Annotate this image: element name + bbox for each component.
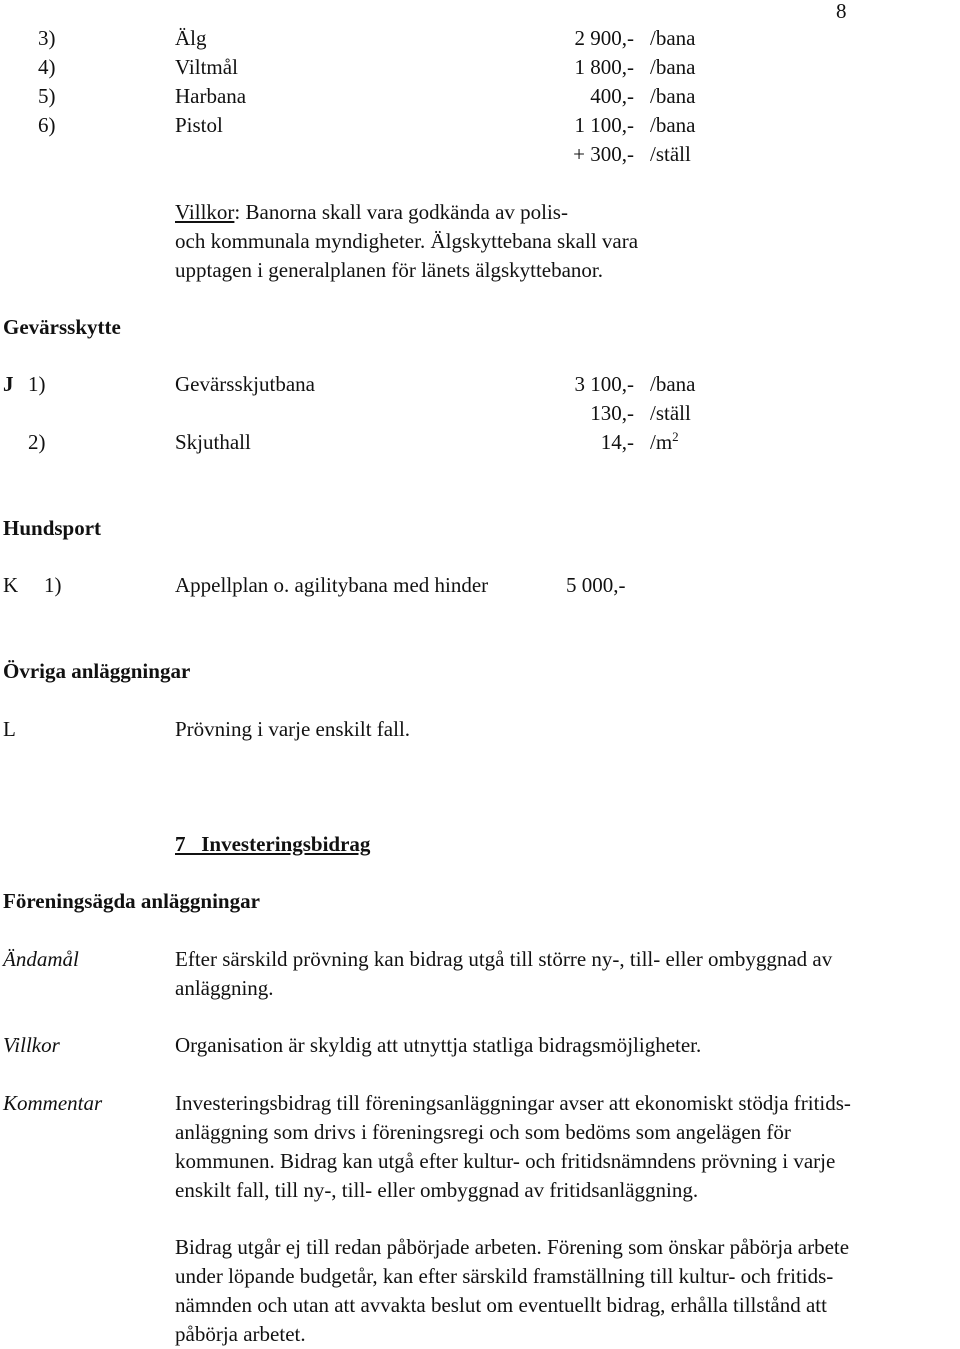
row-unit: /ställ: [650, 401, 691, 425]
villkor-label: Villkor: [175, 200, 235, 224]
kommentar-line2: anläggning som drivs i föreningsregi och som bedöms som angelägen för: [175, 1120, 791, 1144]
subheading-foreningsagda: Föreningsägda anläggningar: [3, 889, 260, 913]
kommentar-line3: kommunen. Bidrag kan utgå efter kultur- och fritidsnämndens prövning i varje: [175, 1149, 836, 1173]
row-amount: 14,-: [600, 430, 634, 454]
page-number: 8: [836, 0, 847, 23]
villkor-top-line3: upptagen i generalplanen för länets älgskyttebanor.: [175, 258, 604, 282]
kommentar-line1: Investeringsbidrag till föreningsanläggningar avser att ekonomiskt stödja fritids-: [175, 1091, 851, 1115]
villkor-top-line1: [175, 198, 568, 227]
label-andamal: Ändamål: [3, 947, 79, 971]
unit-text: /m: [650, 430, 673, 454]
row-number: 5): [38, 84, 56, 108]
kommentar-line4: enskilt fall, till ny-, till- eller ombyggnad av fritidsanläggning.: [175, 1178, 699, 1202]
row-amount: 3 100,-: [574, 372, 634, 396]
villkor-top-line2: och kommunala myndigheter. Älgskyttebana skall vara: [175, 229, 639, 253]
section-title-investeringsbidrag: 7 Investeringsbidrag: [175, 832, 371, 856]
row-name: Älg: [175, 26, 207, 50]
bidrag-line4: påbörja arbetet.: [175, 1322, 306, 1346]
row-unit: /bana: [650, 372, 696, 396]
bidrag-line1: Bidrag utgår ej till redan påbörjade arbeten. Förening som önskar påbörja arbete: [175, 1235, 850, 1259]
row-name: Viltmål: [175, 55, 238, 79]
row-number: 6): [38, 113, 56, 137]
row-name: Harbana: [175, 84, 247, 108]
row-amount: 5 000,-: [566, 573, 626, 597]
row-unit: /bana: [650, 26, 696, 50]
row-name: Pistol: [175, 113, 223, 137]
ovriga-text: Prövning i varje enskilt fall.: [175, 717, 411, 741]
andamal-line2: anläggning.: [175, 976, 274, 1000]
row-name: Appellplan o. agilitybana med hinder: [175, 573, 489, 597]
unit-superscript: 2: [672, 429, 679, 444]
row-amount: + 300,-: [573, 142, 634, 166]
bidrag-line2: under löpande budgetår, kan efter särskild framställning till kultur- och fritids-: [175, 1264, 834, 1288]
villkor-text: Organisation är skyldig att utnyttja statliga bidragsmöjligheter.: [175, 1033, 702, 1057]
bidrag-line3: nämnden och utan att avvakta beslut om eventuellt bidrag, erhålla tillstånd att: [175, 1293, 827, 1317]
row-unit: /bana: [650, 84, 696, 108]
category-letter-k: K: [3, 573, 19, 597]
row-amount: 1 100,-: [574, 113, 634, 137]
row-unit: /bana: [650, 55, 696, 79]
row-amount: 1 800,-: [574, 55, 634, 79]
section-heading-hundsport: Hundsport: [3, 516, 102, 540]
row-unit: [650, 428, 679, 457]
category-letter-j: J: [3, 372, 14, 396]
row-amount: 130,-: [590, 401, 634, 425]
row-number: 1): [44, 573, 62, 597]
andamal-line1: Efter särskild prövning kan bidrag utgå till större ny-, till- eller ombyggnad av: [175, 947, 833, 971]
row-number: 3): [38, 26, 56, 50]
row-amount: 2 900,-: [574, 26, 634, 50]
row-number: 1): [28, 372, 46, 396]
section-heading-ovriga: Övriga anläggningar: [3, 659, 191, 683]
row-amount: 400,-: [590, 84, 634, 108]
row-unit: /ställ: [650, 142, 691, 166]
villkor-text: : Banorna skall vara godkända av polis-: [234, 200, 568, 224]
label-kommentar: Kommentar: [3, 1091, 103, 1115]
row-number: 2): [28, 430, 46, 454]
row-unit: /bana: [650, 113, 696, 137]
label-villkor: Villkor: [3, 1033, 60, 1057]
row-name: Skjuthall: [175, 430, 251, 454]
row-name: Gevärsskjutbana: [175, 372, 315, 396]
row-number: 4): [38, 55, 56, 79]
section-heading-gevarsskytte: Gevärsskytte: [3, 315, 121, 339]
category-letter-l: L: [3, 717, 16, 741]
